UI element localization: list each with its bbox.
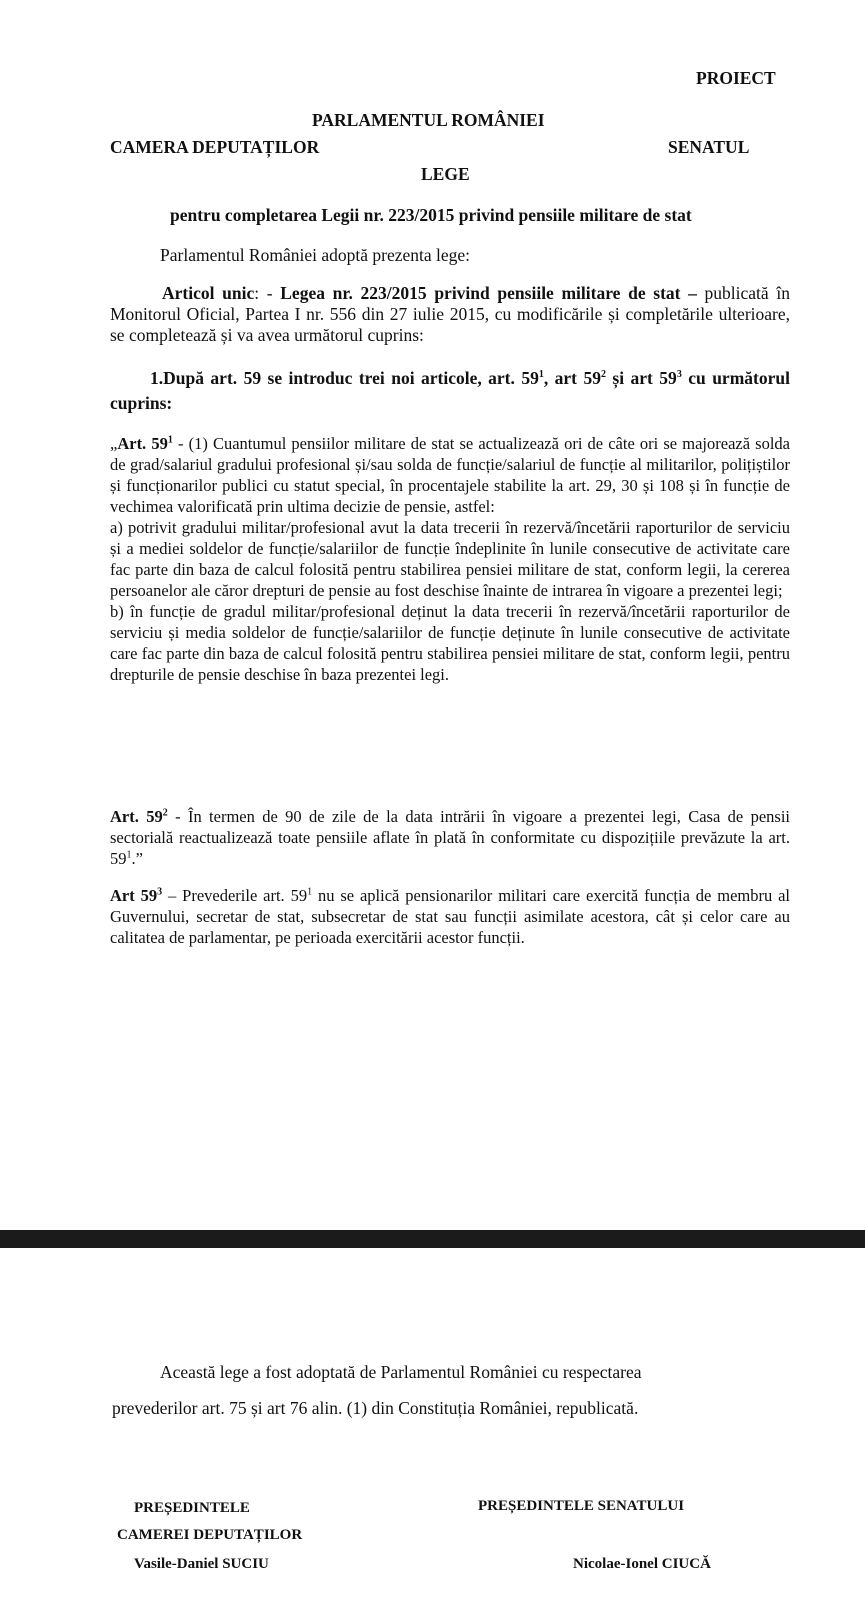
left-signatory-title-2: CAMEREI DEPUTAȚILOR bbox=[117, 1527, 303, 1543]
articol-unic-sep: : - bbox=[254, 283, 281, 303]
articol-unic-text: publicată în Monitorul Oficial, Partea I nr. 556 din 27 iulie 2015, cu modificările și completările ulterioare, se completează și va avea următorul cuprins: bbox=[110, 283, 790, 345]
art-59-3-text-b: nu se aplică pensionarilor militari care exercită funcția de membru al Guvernului, secretar de stat, subsecretar de stat sau funcții asimilate acestora, cât și celor care au calitatea de parlamentar, pe perioada exercitării acestor funcții. bbox=[110, 886, 791, 947]
art-59-3-sup: 3 bbox=[157, 886, 163, 898]
left-signatory-name: Vasile-Daniel SUCIU bbox=[134, 1556, 269, 1572]
adoption-line-2: prevederilor art. 75 și art 76 alin. (1) din Constituția României, republicată. bbox=[112, 1398, 639, 1418]
law-title: pentru completarea Legii nr. 223/2015 privind pensiile militare de stat bbox=[170, 205, 692, 225]
articol-unic bbox=[110, 283, 790, 346]
art-59-3-label: Art 59 bbox=[110, 886, 158, 905]
articol-unic-label: Articol unic bbox=[162, 283, 255, 303]
point-1-sup-2: 2 bbox=[600, 369, 606, 381]
adoption-line-1: Această lege a fost adoptată de Parlamentul României cu respectarea bbox=[160, 1362, 642, 1382]
point-1-part-a: 1.După art. 59 se introduc trei noi articole, art. 59 bbox=[150, 368, 539, 388]
art-59-3-text-a: – Prevederile art. 59 bbox=[162, 886, 308, 905]
art-59-2-label: Art. 59 bbox=[110, 807, 163, 826]
art-59-1-point-b: b) în funcție de gradul militar/profesional deținut la data trecerii în rezervă/încetării raporturilor de serviciu și media soldelor de funcție/salariilor de funcție deținute în lunile consecutive de activitate care fac parte din baza de calcul folosită pentru stabilirea pensiei militare de stat, conform legii, pentru drepturile de pensie deschise în baza prezentei legi. bbox=[110, 602, 790, 684]
art-59-2-ref-sup: 1 bbox=[126, 849, 132, 861]
art-59-1-intro-text: - (1) Cuantumul pensiilor militare de stat se actualizează ori de câte ori se majorează solda de grad/salariul gradului profesional și/sau solda de funcție/salariul de funcție al militarilor, polițiștilor și funcționarilor publici cu statut special, în procentajele stabilite la art. 29, 30 și 108 și în funcție de vechimea valorificată prin ultima decizie de pensie, astfel: bbox=[110, 434, 790, 516]
point-1-sup-1: 1 bbox=[538, 369, 544, 381]
adoption-statement: Parlamentul României adoptă prezenta lege: bbox=[160, 245, 471, 265]
art-59-3 bbox=[110, 885, 790, 948]
articol-unic-lead: Legea nr. 223/2015 privind pensiile militare de stat – bbox=[280, 283, 697, 303]
proiect-label: PROIECT bbox=[696, 68, 776, 88]
art-59-2-text: - În termen de 90 de zile de la data intrării în vigoare a prezentei legi, Casa de pensii sectorială reactualizează toate pensiile aflate în plată în conformitate cu dispozițiile prevăzute la art. 59 bbox=[110, 807, 790, 868]
art-59-1-point-a: a) potrivit gradului militar/profesional avut la data trecerii în rezervă/încetării raporturilor de serviciu și a mediei soldelor de funcție/salariilor de funcție îndeplinite în lunile consecutive de activitate care fac parte din baza de calcul folosită pentru stabilirea pensiei militare de stat, conform legii, la cererea persoanelor ale căror drepturi de pensie au fost deschise înainte de intrarea în vigoare a prezentei legi; bbox=[110, 518, 790, 600]
art-59-1-sup: 1 bbox=[167, 434, 173, 446]
art-59-1-quote: „ bbox=[110, 434, 118, 453]
right-signatory-name: Nicolae-Ionel CIUCĂ bbox=[573, 1556, 711, 1572]
art-59-1-intro bbox=[110, 433, 790, 517]
art-59-2-end: .” bbox=[131, 849, 143, 868]
point-1-part-c: și art 59 bbox=[605, 368, 677, 388]
senate-heading: SENATUL bbox=[668, 137, 750, 157]
art-59-1 bbox=[110, 433, 790, 685]
law-heading: LEGE bbox=[421, 164, 470, 184]
art-59-2 bbox=[110, 806, 790, 869]
art-59-1-label: Art. 59 bbox=[117, 434, 168, 453]
point-1-sup-3: 3 bbox=[676, 369, 682, 381]
right-signatory-title: PREȘEDINTELE SENATULUI bbox=[478, 1498, 685, 1514]
left-signatory-title-1: PREȘEDINTELE bbox=[134, 1500, 250, 1516]
point-1-part-b: , art 59 bbox=[543, 368, 601, 388]
parliament-heading: PARLAMENTUL ROMÂNIEI bbox=[312, 110, 545, 130]
art-59-3-ref-sup: 1 bbox=[307, 886, 313, 898]
point-1 bbox=[110, 366, 790, 416]
chamber-deputies-heading: CAMERA DEPUTAȚILOR bbox=[110, 137, 320, 157]
point-1-part-d: cu următorul cuprins: bbox=[110, 368, 790, 413]
page-divider bbox=[0, 1230, 865, 1248]
art-59-2-sup: 2 bbox=[162, 807, 168, 819]
